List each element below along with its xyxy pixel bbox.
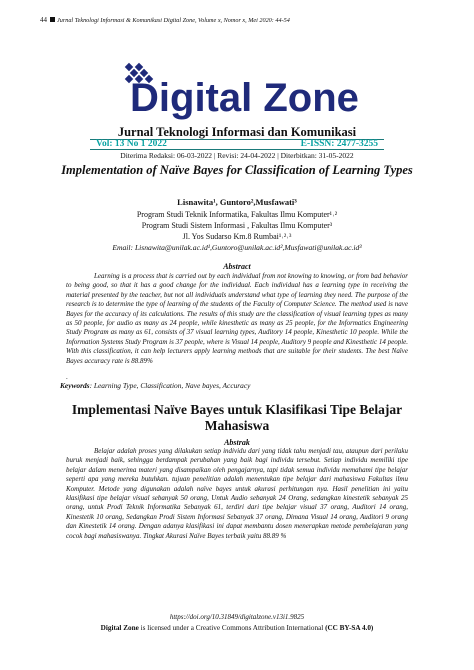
keywords-label: Keywords (60, 381, 90, 390)
affiliation-1: Program Studi Teknik Informatika, Fakultas Ilmu Komputer¹˒² (136, 210, 338, 219)
author-emails: Email: Lisnawita@unilak.ac.id¹,Guntoro@unilak.ac.id²,Musfawati@unilak.ac.id³ (112, 243, 362, 252)
publication-dates: Diterima Redaksi: 06-03-2022 | Revisi: 24-04-2022 | Diterbitkan: 31-05-2022 (120, 151, 354, 160)
article-title-en: Implementation of Naïve Bayes for Classification of Learning Types (61, 163, 413, 177)
square-bullet-icon (50, 17, 55, 22)
journal-name: Jurnal Teknologi Informasi dan Komunikasi (117, 125, 357, 139)
abstract-heading-en: Abstract (223, 262, 251, 271)
volume-label: Vol: 13 No 1 2022 (96, 139, 167, 149)
logo-wordmark (130, 76, 359, 120)
authors: Lisnawita¹, Guntoro²,Musfawati³ (177, 197, 297, 207)
logo-rest: igital Zone (158, 76, 359, 120)
keywords (60, 381, 250, 390)
license-statement (0, 624, 474, 632)
article-title-id: Implementasi Naïve Bayes untuk Klasifikasi Tipe Belajar Mahasiswa (71, 402, 403, 433)
license-journal: Digital Zone (100, 624, 139, 632)
abstract-id: Belajar adalah proses yang dilakukan setiap individu dari yang tidak tahu menjadi tau, ataupun dari perilaku buruk menjadi baik, sehingga berdampak perubahan yang baik bagi individu tersebut. Setiap individu memiliki tipe belajar dalam menerima materi yang disampaikan oleh pengajarnya, tapi tidak semua individu memahami tipe belajar seperti apa yang mereka butuhkan. tujuan penelitian adalah menentukan tipe belajar dari mahasiswa Fakultas ilmu Komputer. Metode yang digunakan adalah naïve bayes untuk akurasi perhitungan nya. Hasil penelitian ini yaitu klasifikasi tipe belajar visual sebanyak 50 orang, Untuk Audio sebanyak 24 Orang, sedangkan kinestetik sebanyak 25 orang, untuk Prodi Teknik Informatika Sebanyak 61, terdiri dari tipe belajar visual 37 orang, Auditori 14 orang, Kinestetik 10 orang, Sedangkan Prodi Sistem Informasi Sebanyak 37 orang, Dimana Visual 14 orang, Auditori 9 orang dan Kinestetik 14 orang. Dengan adanya klasifikasi ini dapat membantu dosen menerapkan metode pembelajaran yang cocok bagi mahasiswanya. Tingkat Akurasi Naïve Bayes terbaik yaitu 88.89 % (66, 447, 408, 540)
abstract-en: Learning is a process that is carried out by each individual from not knowing to knowing, or from bad behavior to being good, so that it has a good change for the individual. Each individual has a learning type in receiving the material presented by the teacher, but not all individuals understand what type of learning they need. The purpose of the research is to determine the type of learning of the students of the Faculty of Computer Science. The method used is nave Bayes for the accuracy of its calculations. The results of this study are the classification of visual learning types as many as 50 people, for audio as many as 24 people, while kinesthetic as many as 25 people, for the Informatics Engineering Study Program as many as 61, consists of 37 visual learning types, Auditory 14 people, Kinesthetic 10 people. While the Information Systems Study Program is 37 people, where is Visual 14 people, Auditory 9 people and Kinesthetic 14 people. With this classification, it can help lecturers apply learning methods that are suitable for their students. The best Naïve Bayes accuracy rate is 88.89% (66, 272, 408, 365)
keywords-list: : Learning Type, Classification, Nave bayes, Accuracy (89, 381, 251, 390)
affiliation-2: Program Studi Sistem Informasi , Fakultas Ilmu Komputer³ (141, 221, 333, 230)
affiliation-3: Jl. Yos Sudarso Km.8 Rumbai¹˒²˒³ (182, 232, 292, 241)
logo-first-letter: D (130, 76, 159, 120)
doi-link[interactable]: https://doi.org/10.31849/digitalzone.v13i1.9825 (169, 613, 305, 621)
abstract-heading-id: Abstrak (224, 438, 250, 447)
license-text: is licensed under a Creative Commons Attribution International (138, 624, 326, 632)
running-head (40, 16, 290, 24)
separator-dot: . (66, 373, 68, 381)
issn-label: E-ISSN: 2477-3255 (300, 139, 378, 149)
page-number: 44 (40, 16, 47, 24)
issn-bar (90, 139, 384, 150)
journal-logo (116, 62, 366, 122)
journal-running-title: Jurnal Teknologi Informasi & Komunikasi Digital Zone, Volume x, Nomor x, Mei 2020: 44-54 (57, 17, 290, 24)
license-type: (CC BY-SA 4.0) (325, 624, 374, 632)
